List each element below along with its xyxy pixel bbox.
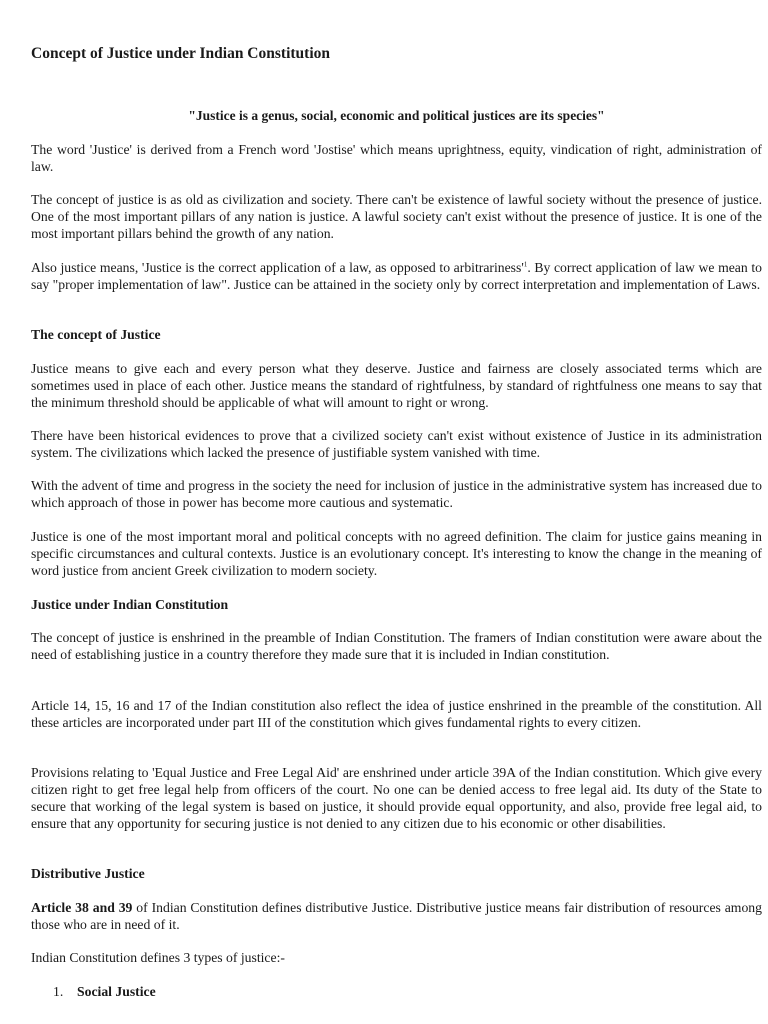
paragraph-etymology: The word 'Justice' is derived from a French word 'Jostise' which means uprightness, equity, vindication of right, administration of law. (31, 142, 762, 174)
paragraph-concept-meaning: Justice means to give each and every person what they deserve. Justice and fairness are closely associated terms which are sometimes used in place of each other. Justice means the standard of rightfulness, by standard of rightfulness one means to say that the minimum threshold should be applicable of what will amount to right or wrong. (31, 361, 762, 410)
paragraph-distributive-text: of Indian Constitution defines distributive Justice. Distributive justice means fair distribution of resources among those who are in need of it. (31, 900, 762, 932)
paragraph-types-intro: Indian Constitution defines 3 types of justice:- (31, 950, 285, 965)
section-heading-concept: The concept of Justice (31, 327, 161, 342)
paragraph-distributive-justice (31, 899, 762, 933)
article-38-39-bold: Article 38 and 39 (31, 900, 133, 915)
section-heading-constitution: Justice under Indian Constitution (31, 597, 229, 612)
list-item-label: Social Justice (77, 984, 156, 999)
section-heading-distributive: Distributive Justice (31, 866, 145, 881)
paragraph-advent-of-time: With the advent of time and progress in the society the need for inclusion of justice in the administrative system has increased due to which approach of those in power has become more cautious and systematic. (31, 478, 762, 510)
paragraph-arbitrariness (31, 259, 762, 293)
list-item-social-justice (53, 983, 156, 1000)
paragraph-concept-age: The concept of justice is as old as civilization and society. There can't be existence of lawful society without the presence of justice. One of the most important pillars of any nation is justice. A lawful society can't exist without the presence of justice. It is one of the most important pillars behind the growth of any nation. (31, 192, 762, 241)
paragraph-arbitrariness-text-b: . By correct application of law we mean to say "proper implementation of law". Justice can be attained in the society only by correct interpretation and implementation of Laws. (31, 260, 763, 292)
paragraph-article-39a: Provisions relating to 'Equal Justice and Free Legal Aid' are enshrined under article 39A of the Indian constitution. Which give every citizen right to get free legal help from officers of the court. No one can be denied access to free legal aid. Its duty of the State to secure that working of the legal system is based on justice, it should provide equal opportunity, and also, provide free legal aid, to ensure that any opportunity for securing justice is not denied to any citizen due to his economic or other disabilities. (31, 765, 762, 831)
paragraph-moral-concept: Justice is one of the most important moral and political concepts with no agreed definition. The claim for justice gains meaning in specific circumstances and cultural contexts. Justice is an evolutionary concept. It's interesting to know the change in the meaning of word justice from ancient Greek civilization to modern society. (31, 529, 762, 578)
paragraph-preamble: The concept of justice is enshrined in the preamble of Indian Constitution. The framers of Indian constitution were aware about the need of establishing justice in a country therefore they made sure that it is included in Indian constitution. (31, 630, 762, 662)
footnote-marker: 1 (523, 260, 528, 269)
list-item-number: 1. (53, 984, 64, 999)
paragraph-articles-14-17: Article 14, 15, 16 and 17 of the Indian constitution also reflect the idea of justice enshrined in the preamble of the constitution. All these articles are incorporated under part III of the constitution which gives fundamental rights to every citizen. (31, 698, 762, 730)
paragraph-historical-evidence: There have been historical evidences to prove that a civilized society can't exist without existence of Justice in its administration system. The civilizations which lacked the presence of justifiable system vanished with time. (31, 428, 762, 460)
paragraph-arbitrariness-text-a: Also justice means, 'Justice is the correct application of a law, as opposed to arbitrariness' (31, 260, 524, 275)
epigraph-quote: "Justice is a genus, social, economic and political justices are its species" (188, 108, 605, 123)
document-title: Concept of Justice under Indian Constitution (31, 45, 330, 62)
